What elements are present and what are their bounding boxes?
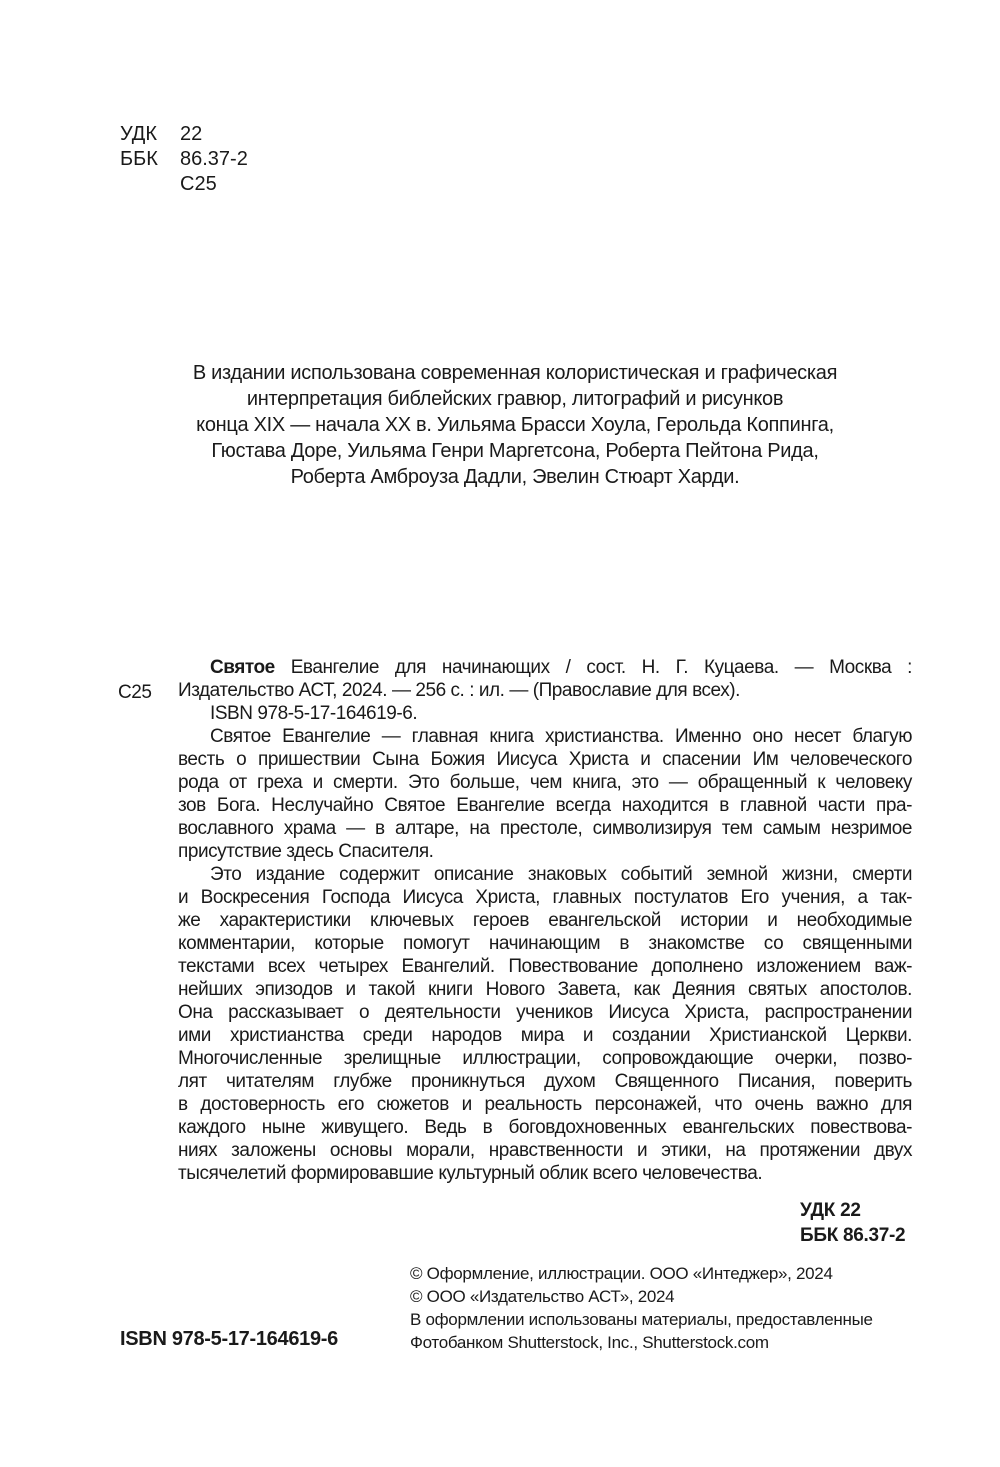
title-bold: Святое — [210, 657, 275, 678]
abstract-line: зов Бога. Неслучайно Святое Евангелие всегда находится в главной части пра- — [178, 795, 912, 816]
credits-line: конца XIX — начала XX в. Уильяма Брасси Хоула, Герольда Коппинга, — [196, 414, 834, 436]
title-rest: Евангелие для начинающих / сост. Н. Г. Куцаева. — Москва : — [274, 657, 912, 678]
abstract-line: же характеристики ключевых героев евангельской истории и необходимые — [178, 910, 912, 931]
abstract-line: ими христианства среди народов мира и создании Христианской Церкви. — [178, 1025, 912, 1046]
author-mark-row — [120, 172, 248, 197]
bbk-bold: ББК 86.37-2 — [800, 1225, 906, 1246]
author-mark: С25 — [118, 682, 152, 703]
copyright-line: В оформлении использованы материалы, предоставленные — [410, 1310, 873, 1329]
code-value: 86.37-2 — [180, 148, 248, 170]
code-key: УДК — [120, 123, 158, 145]
abstract-line: лят читателям глубже проникнуться духом Священного Писания, поверить — [178, 1071, 912, 1092]
code-value: 22 — [180, 123, 203, 145]
copyright-block — [410, 1262, 873, 1354]
bbk-row — [120, 147, 248, 172]
copyright-line: © ООО «Издательство АСТ», 2024 — [410, 1287, 675, 1306]
bibliographic-record — [178, 656, 912, 1185]
abstract-line: вославного храма — в алтаре, на престоле, символизируя тем самым незримое — [178, 818, 912, 839]
copyright-line: Фотобанком Shutterstock, Inc., Shutterstock.com — [410, 1333, 769, 1352]
abstract-line: Святое Евангелие — главная книга христианства. Именно оно несет благую — [210, 726, 912, 747]
isbn-bold: ISBN 978-5-17-164619-6 — [120, 1328, 338, 1350]
abstract-line: в достоверность его сюжетов и реальность персонажей, что очень важно для — [178, 1094, 912, 1115]
biblio-line-1 — [178, 656, 912, 679]
abstract-line: Это издание содержит описание знаковых событий земной жизни, смерти — [210, 864, 912, 885]
bold-codes — [800, 1198, 905, 1248]
abstract-line: комментарии, которые помогут начинающим в знакомстве со священными — [178, 933, 912, 954]
abstract-line: тысячелетий формировавшие культурный облик всего человечества. — [178, 1163, 763, 1184]
credits-line: интерпретация библейских гравюр, литографий и рисунков — [246, 388, 784, 410]
abstract-line: рода от греха и смерти. Это больше, чем книга, это — обращенный к человеку — [178, 772, 912, 793]
copyright-line: © Оформление, иллюстрации. ООО «Интеджер», 2024 — [410, 1264, 833, 1283]
abstract — [178, 725, 912, 1185]
udk-bold: УДК 22 — [800, 1200, 861, 1221]
abstract-line: и Воскресения Господа Иисуса Христа, главных постулатов Его учения, а так- — [178, 887, 912, 908]
abstract-line: Она рассказывает о деятельности учеников Иисуса Христа, распространении — [178, 1002, 912, 1023]
abstract-line: Многочисленные зрелищные иллюстрации, сопровождающие очерки, позво- — [178, 1048, 912, 1069]
illustration-credits — [120, 360, 910, 490]
credits-line: Гюстава Доре, Уильяма Генри Маргетсона, Роберта Пейтона Рида, — [211, 440, 819, 462]
udk-row — [120, 122, 248, 147]
code-key — [120, 172, 180, 197]
code-key: ББК — [120, 148, 158, 170]
abstract-line: весть о пришествии Сына Божия Иисуса Христа и спасении Им человеческого — [178, 749, 912, 770]
abstract-line: присутствие здесь Спасителя. — [178, 841, 434, 862]
abstract-line: нейших эпизодов и такой книги Нового Завета, как Деяния святых апостолов. — [178, 979, 912, 1000]
code-value: С25 — [180, 173, 217, 195]
credits-line: В издании использована современная колористическая и графическая — [192, 362, 838, 384]
biblio-line-2: Издательство АСТ, 2024. — 256 с. : ил. — (Православие для всех). — [178, 680, 741, 701]
abstract-line: ниях заложены основы морали, нравственности и этики, на протяжении двух — [178, 1140, 912, 1161]
abstract-line: текстами всех четырех Евангелий. Повествование дополнено изложением важ- — [178, 956, 912, 977]
classification-codes — [120, 122, 248, 197]
biblio-isbn: ISBN 978-5-17-164619-6. — [210, 703, 418, 724]
credits-line: Роберта Амброуза Дадли, Эвелин Стюарт Харди. — [290, 466, 740, 488]
abstract-line: каждого ныне живущего. Ведь в боговдохновенных евангельских повествова- — [178, 1117, 912, 1138]
